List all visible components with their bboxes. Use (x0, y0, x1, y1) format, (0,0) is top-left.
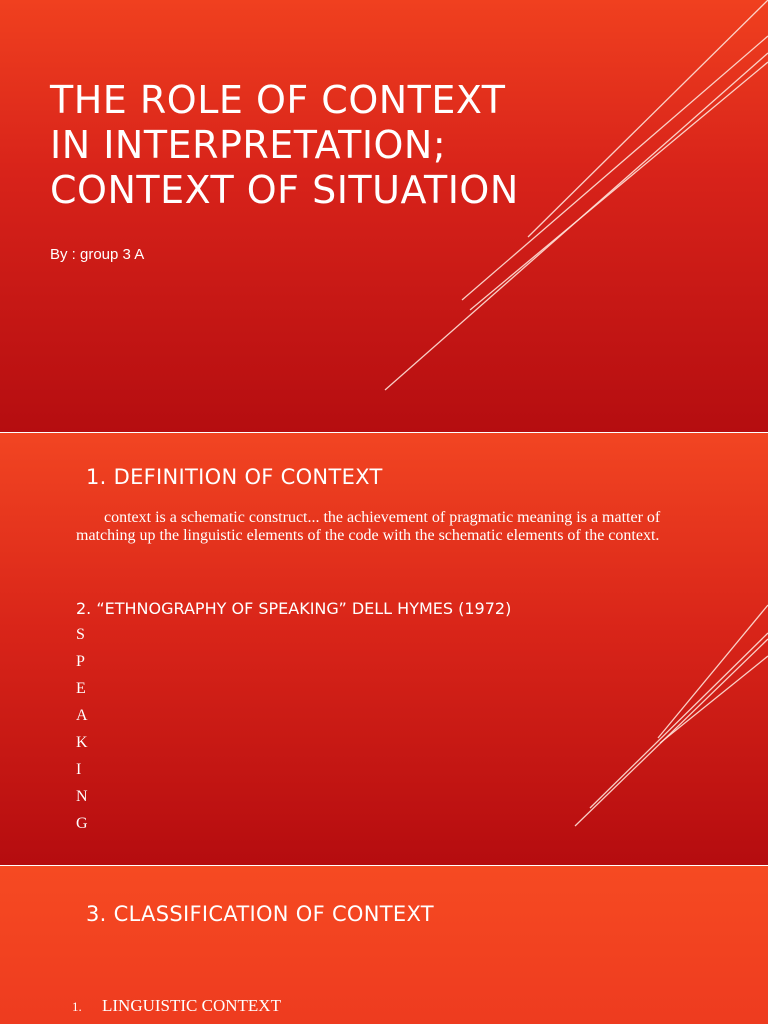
list-item-linguistic-context: LINGUISTIC CONTEXT (102, 996, 281, 1015)
acronym-letter: G (76, 815, 88, 832)
section-heading-definition: 1. DEFINITION OF CONTEXT (86, 465, 383, 489)
acronym-letter: N (76, 788, 88, 805)
acronym-letter: E (76, 680, 86, 697)
classification-slide (0, 866, 768, 1024)
section-heading-classification: 3. CLASSIFICATION OF CONTEXT (86, 902, 434, 926)
acronym-letter: I (76, 761, 82, 778)
title-slide (0, 0, 768, 432)
definition-slide (0, 433, 768, 865)
acronym-letter: P (76, 653, 85, 670)
title-line-3: CONTEXT OF SITUATION (50, 168, 519, 212)
byline: By : group 3 A (50, 246, 145, 263)
decorative-lines (0, 433, 768, 865)
acronym-letter: K (76, 734, 88, 751)
title-line-1: THE ROLE OF CONTEXT (50, 78, 506, 122)
section-heading-ethnography: 2. “ETHNOGRAPHY OF SPEAKING” DELL HYMES (1972) (76, 599, 512, 618)
list-item-number: 1. (72, 999, 82, 1014)
decorative-lines (0, 0, 768, 432)
slide-title (50, 78, 519, 213)
title-line-2: IN INTERPRETATION; (50, 123, 447, 167)
speaking-acronym-list (76, 626, 88, 842)
acronym-letter: A (76, 707, 88, 724)
acronym-letter: S (76, 626, 85, 643)
definition-text: context is a schematic construct... the achievement of pragmatic meaning is a matter of matching up the linguistic elements of the code with the schematic elements of the context. (76, 509, 661, 544)
